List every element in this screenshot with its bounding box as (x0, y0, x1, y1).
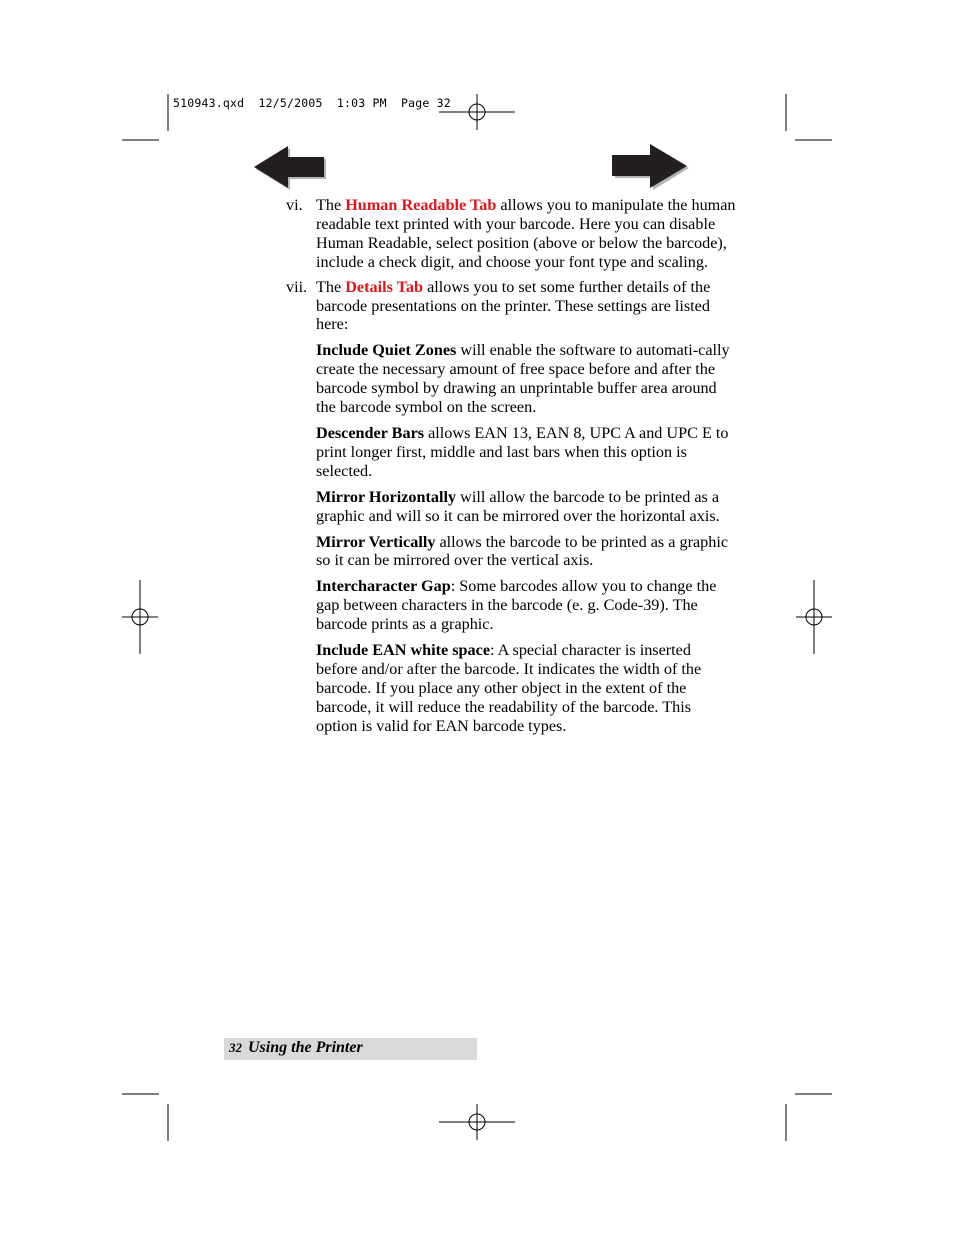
detail-paragraph (286, 577, 736, 634)
detail-paragraph (286, 488, 736, 526)
file-slug-line: 510943.qxd 12/5/2005 1:03 PM Page 32 (173, 96, 451, 110)
list-item (286, 196, 736, 272)
item-text: allows you to set some further details of the barcode presentations on the printer. These settings are listed here: (316, 277, 711, 334)
body-content (286, 196, 736, 743)
list-numeral: vi. (286, 196, 303, 214)
detail-paragraph (286, 424, 736, 481)
human-readable-tab-term: Human Readable Tab (345, 196, 497, 214)
detail-text: : A special character is inserted before and/or after the barcode. It indicates the width of the barcode. If you place any other object in the extent of the barcode, it will reduce the readability of the barcode. This option is valid for EAN barcode types. (316, 641, 702, 735)
page-footer (229, 1039, 363, 1057)
detail-text: will allow the barcode to be printed as a graphic and will so it can be mirrored over the horizontal axis. (316, 487, 720, 525)
detail-term: Include EAN white space (316, 641, 491, 660)
footer-section-title: Using the Printer (248, 1039, 363, 1056)
detail-text: will enable the software to automati-cally create the necessary amount of free space before and after the barcode symbol by drawing an unprintable buffer area around the barcode symbol on the screen. (316, 341, 730, 417)
detail-term: Include Quiet Zones (316, 341, 457, 360)
item-prefix: The (316, 196, 346, 214)
detail-term: Mirror Horizontally (316, 487, 457, 506)
detail-text: : Some barcodes allow you to change the gap between characters in the barcode (e. g. Code-39). The barcode prints as a graphic. (316, 577, 717, 634)
detail-paragraph (286, 533, 736, 571)
detail-term: Descender Bars (316, 423, 425, 442)
item-text: allows you to manipulate the human readable text printed with your barcode. Here you can disable Human Readable, select position (above or below the barcode), include a check digit, and choose your font type and scaling. (316, 196, 736, 271)
detail-paragraph (286, 641, 736, 736)
page-number: 32 (229, 1040, 242, 1055)
detail-term: Mirror Vertically (316, 532, 436, 551)
arrow-right-icon[interactable] (610, 144, 690, 192)
detail-text: allows EAN 13, EAN 8, UPC A and UPC E to print longer first, middle and last bars when this option is selected. (316, 423, 729, 480)
list-item (286, 278, 736, 335)
details-tab-term: Details Tab (345, 277, 424, 296)
detail-text: allows the barcode to be printed as a graphic so it can be mirrored over the vertical axis. (316, 532, 729, 570)
arrow-left-icon[interactable] (254, 145, 328, 193)
detail-paragraph (286, 341, 736, 417)
detail-term: Intercharacter Gap (316, 577, 451, 596)
list-numeral: vii. (286, 277, 308, 296)
item-prefix: The (316, 277, 346, 296)
